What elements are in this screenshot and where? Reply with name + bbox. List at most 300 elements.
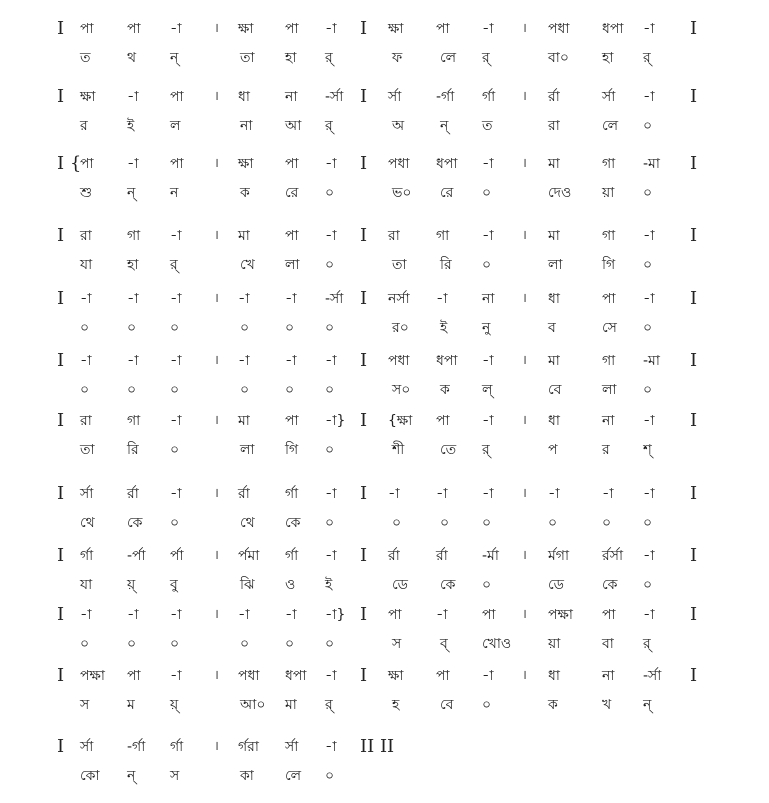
swara-note: -া <box>285 607 297 623</box>
swara-note: পা <box>436 413 450 429</box>
lyric-syllable: র্ <box>643 50 651 66</box>
lyric-syllable: ০ <box>170 636 180 652</box>
lyric-syllable: ০ <box>392 515 402 531</box>
swara-note: -া <box>643 21 655 37</box>
swara-note: -া <box>325 156 337 172</box>
beat-separator: । <box>522 413 527 428</box>
swara-note: পা <box>170 89 184 105</box>
swara-note: মা <box>548 156 560 172</box>
lyric-syllable: ও <box>285 577 296 593</box>
swara-line <box>0 288 769 310</box>
swara-note: -মা <box>643 156 660 172</box>
lyric-syllable: ০ <box>325 185 335 201</box>
lyric-syllable: য়্ <box>127 577 136 593</box>
bar-line: I <box>690 350 698 371</box>
swara-line <box>0 604 769 626</box>
lyric-syllable: কে <box>602 577 618 593</box>
lyric-line <box>0 765 769 787</box>
swara-note: -া <box>325 21 337 37</box>
lyric-syllable: ০ <box>602 515 612 531</box>
bar-line: II II <box>360 736 395 757</box>
lyric-syllable: ০ <box>643 257 653 273</box>
bar-line: I <box>690 18 698 39</box>
lyric-syllable: শু <box>80 185 93 201</box>
beat-separator: । <box>214 607 219 622</box>
lyric-syllable: য়্ <box>170 697 179 713</box>
bar-line: I <box>57 483 65 504</box>
lyric-syllable: ফ <box>392 50 403 66</box>
lyric-syllable: ০ <box>643 382 653 398</box>
lyric-syllable: তা <box>80 442 95 458</box>
lyric-syllable: থ <box>127 50 137 66</box>
lyric-syllable: বা <box>602 636 614 652</box>
lyric-syllable: স <box>392 636 402 652</box>
bar-line: I <box>57 288 65 309</box>
lyric-syllable: র্ <box>325 697 333 713</box>
lyric-line <box>0 379 769 401</box>
bar-line: I <box>360 225 368 246</box>
lyric-syllable: ল্ <box>482 382 493 398</box>
beat-separator: । <box>522 353 527 368</box>
swara-note: -র্গা <box>127 739 146 755</box>
swara-note: -া <box>127 89 139 105</box>
swara-note: -া <box>170 353 182 369</box>
lyric-syllable: কো <box>80 768 100 784</box>
swara-note: পা <box>127 668 141 684</box>
swara-note: -া <box>436 486 448 502</box>
lyric-syllable: সে <box>602 320 617 336</box>
swara-note: গা <box>127 413 141 429</box>
lyric-syllable: শী <box>392 442 405 458</box>
swara-note: -া <box>170 413 182 429</box>
lyric-syllable: য়া <box>602 185 615 201</box>
swara-note: -র্মা <box>482 548 499 564</box>
swara-note: মা <box>548 353 560 369</box>
swara-note: পা <box>285 228 299 244</box>
swara-note: র্গা <box>80 548 94 564</box>
swara-line <box>0 225 769 247</box>
lyric-syllable: ত <box>482 118 493 134</box>
lyric-syllable: স <box>80 697 90 713</box>
swara-note: র্রা <box>127 486 139 502</box>
lyric-syllable: ০ <box>643 185 653 201</box>
swara-note: পা <box>80 156 94 172</box>
beat-separator: । <box>214 739 219 754</box>
swara-note: -া <box>436 291 448 307</box>
swara-note: পা <box>285 21 299 37</box>
beat-separator: । <box>214 89 219 104</box>
swara-note: র্রর্সা <box>602 548 624 564</box>
swara-note: র্গা <box>482 89 496 105</box>
lyric-syllable: ক <box>240 185 250 201</box>
lyric-syllable: ই <box>440 320 448 336</box>
swara-note: -া <box>602 486 614 502</box>
lyric-syllable: ০ <box>643 320 653 336</box>
lyric-syllable: ম <box>127 697 135 713</box>
lyric-syllable: ন <box>170 185 179 201</box>
lyric-syllable: না <box>240 118 253 134</box>
swara-note: -া <box>325 548 337 564</box>
swara-note: -া <box>127 353 139 369</box>
lyric-syllable: কে <box>440 577 456 593</box>
lyric-syllable: ০ <box>285 320 295 336</box>
swara-note: র্সা <box>80 739 94 755</box>
swara-note: পক্ষা <box>548 607 573 623</box>
lyric-syllable: ০ <box>482 257 492 273</box>
lyric-syllable: ০ <box>80 636 90 652</box>
bar-line: I { <box>57 153 82 174</box>
swara-note: পধা <box>238 668 260 684</box>
beat-separator: । <box>214 413 219 428</box>
swara-note: -া} <box>325 607 346 623</box>
lyric-syllable: শ্ <box>643 442 652 458</box>
lyric-syllable: রি <box>127 442 139 458</box>
bar-line: I <box>57 225 65 246</box>
lyric-syllable: ০ <box>325 768 335 784</box>
lyric-syllable: থে <box>240 515 255 531</box>
bar-line: I <box>360 153 368 174</box>
lyric-syllable: দেও <box>548 185 572 201</box>
lyric-syllable: তা <box>240 50 255 66</box>
swara-note: র্পা <box>170 548 184 564</box>
lyric-syllable: ০ <box>440 515 450 531</box>
lyric-syllable: র <box>602 442 610 458</box>
swara-note: পা <box>388 607 402 623</box>
swara-note: গা <box>127 228 141 244</box>
lyric-syllable: ন্ <box>440 118 449 134</box>
swara-line <box>0 350 769 372</box>
swara-line <box>0 545 769 567</box>
swara-note: ক্ষা <box>80 89 96 105</box>
swara-note: র্সা <box>388 89 402 105</box>
swara-note: -া <box>643 89 655 105</box>
lyric-syllable: যা <box>80 257 93 273</box>
swara-note: -া <box>325 228 337 244</box>
lyric-syllable: আ০ <box>240 697 266 713</box>
bar-line: I <box>360 545 368 566</box>
lyric-syllable: ডে <box>392 577 408 593</box>
lyric-syllable: হা <box>285 50 297 66</box>
swara-note: -া <box>643 228 655 244</box>
lyric-syllable: ০ <box>325 382 335 398</box>
lyric-syllable: কে <box>285 515 301 531</box>
lyric-syllable: স০ <box>392 382 411 398</box>
swara-note: -া} <box>325 413 346 429</box>
swara-note: -া <box>80 353 92 369</box>
swara-note: ধা <box>548 413 560 429</box>
lyric-syllable: ০ <box>80 320 90 336</box>
beat-separator: । <box>214 353 219 368</box>
bar-line: I <box>57 86 65 107</box>
beat-separator: । <box>522 486 527 501</box>
swara-note: র্সা <box>602 89 616 105</box>
swara-note: র্সা <box>285 739 299 755</box>
lyric-syllable: ব্ <box>440 636 448 652</box>
lyric-syllable: র্ <box>482 442 490 458</box>
beat-separator: । <box>522 228 527 243</box>
swara-note: -া <box>325 353 337 369</box>
swara-note: রা <box>80 228 92 244</box>
lyric-syllable: য়া <box>548 636 561 652</box>
beat-separator: । <box>522 89 527 104</box>
lyric-syllable: ০ <box>127 320 137 336</box>
swara-note: রা <box>80 413 92 429</box>
swara-note: পা <box>602 291 616 307</box>
swara-note: পা <box>80 21 94 37</box>
swara-note: পা <box>170 156 184 172</box>
lyric-syllable: ক <box>548 697 558 713</box>
lyric-syllable: লে <box>285 768 302 784</box>
swara-note: -া <box>170 486 182 502</box>
lyric-syllable: হা <box>127 257 139 273</box>
lyric-syllable: ত <box>80 50 91 66</box>
swara-note: পধা <box>548 21 570 37</box>
lyric-syllable: ০ <box>240 636 250 652</box>
bar-line: I <box>690 153 698 174</box>
swara-note: -া <box>170 668 182 684</box>
bar-line: I <box>690 545 698 566</box>
lyric-syllable: ব <box>548 320 556 336</box>
lyric-syllable: ০ <box>325 442 335 458</box>
lyric-syllable: ০ <box>548 515 558 531</box>
lyric-syllable: তে <box>440 442 457 458</box>
swara-note: পা <box>602 607 616 623</box>
swara-note: র্রা <box>388 548 400 564</box>
swara-note: ক্ষা <box>388 668 404 684</box>
swara-note: না <box>285 89 298 105</box>
lyric-line <box>0 115 769 137</box>
swara-note: -া <box>436 607 448 623</box>
swara-note: -া <box>482 668 494 684</box>
swara-note: র্গা <box>170 739 184 755</box>
lyric-line <box>0 633 769 655</box>
swara-note: ক্ষা <box>238 21 254 37</box>
lyric-syllable: র্ <box>170 257 178 273</box>
lyric-syllable: র্ <box>325 50 333 66</box>
lyric-line <box>0 512 769 534</box>
swara-note: -া <box>170 21 182 37</box>
bar-line: I <box>360 288 368 309</box>
lyric-syllable: খোও <box>482 636 512 652</box>
lyric-syllable: যা <box>80 577 93 593</box>
bar-line: I <box>360 350 368 371</box>
swara-note: মা <box>548 228 560 244</box>
swara-note: গা <box>602 156 616 172</box>
swara-note: -র্সা <box>643 668 662 684</box>
lyric-syllable: ০ <box>325 320 335 336</box>
lyric-syllable: ০ <box>285 636 295 652</box>
lyric-syllable: বে <box>548 382 562 398</box>
bar-line: I <box>360 410 368 431</box>
swara-note: -া <box>127 291 139 307</box>
bar-line: I <box>360 86 368 107</box>
bar-line: I <box>57 604 65 625</box>
swara-note: -া <box>238 607 250 623</box>
swara-line <box>0 86 769 108</box>
lyric-syllable: মা <box>285 697 297 713</box>
lyric-syllable: ০ <box>170 515 180 531</box>
lyric-syllable: ০ <box>482 515 492 531</box>
swara-note: পা <box>436 21 450 37</box>
lyric-syllable: লা <box>548 257 563 273</box>
swara-note: গা <box>602 228 616 244</box>
lyric-syllable: ০ <box>170 442 180 458</box>
bar-line: I <box>57 545 65 566</box>
swara-note: র্সা <box>80 486 94 502</box>
swara-note: র্গা <box>285 548 299 564</box>
bar-line: I <box>690 410 698 431</box>
swara-note: ধা <box>548 668 560 684</box>
swara-note: পধা <box>388 353 410 369</box>
lyric-syllable: গি <box>285 442 299 458</box>
swara-note: পা <box>482 607 496 623</box>
lyric-syllable: লে <box>440 50 457 66</box>
swara-note: ক্ষা <box>238 156 254 172</box>
beat-separator: । <box>214 668 219 683</box>
beat-separator: । <box>214 156 219 171</box>
lyric-syllable: থে <box>80 515 95 531</box>
lyric-syllable: আ <box>285 118 302 134</box>
swara-note: পা <box>285 156 299 172</box>
swara-note: পা <box>127 21 141 37</box>
swara-note: -া <box>643 413 655 429</box>
lyric-syllable: ল <box>170 118 181 134</box>
lyric-syllable: লে <box>602 118 619 134</box>
swara-note: -া <box>482 21 494 37</box>
swara-note: না <box>602 413 615 429</box>
lyric-syllable: রে <box>440 185 454 201</box>
lyric-syllable: র্ <box>643 636 651 652</box>
beat-separator: । <box>522 548 527 563</box>
swara-note: নর্সা <box>388 291 410 307</box>
swara-note: মা <box>238 413 250 429</box>
lyric-syllable: রি <box>440 257 452 273</box>
lyric-syllable: হ <box>392 697 400 713</box>
swara-note: -া <box>482 353 494 369</box>
lyric-syllable: বু <box>170 577 178 593</box>
lyric-syllable: ০ <box>482 697 492 713</box>
lyric-syllable: ০ <box>325 257 335 273</box>
bar-line: I <box>57 350 65 371</box>
lyric-syllable: ঝি <box>240 577 255 593</box>
swara-note: র্রা <box>548 89 560 105</box>
lyric-syllable: ন্ <box>170 50 179 66</box>
swara-note: -া <box>170 607 182 623</box>
lyric-syllable: ০ <box>170 320 180 336</box>
beat-separator: । <box>214 228 219 243</box>
swara-note: -র্সা <box>325 291 344 307</box>
swara-note: -া <box>482 156 494 172</box>
lyric-syllable: ই <box>325 577 333 593</box>
swara-note: -া <box>170 291 182 307</box>
lyric-syllable: নু <box>482 320 491 336</box>
swara-note: -া <box>643 548 655 564</box>
swara-note: -া <box>325 486 337 502</box>
swara-note: রা <box>388 228 400 244</box>
swara-note: র্রা <box>436 548 448 564</box>
lyric-syllable: লা <box>240 442 255 458</box>
lyric-syllable: ০ <box>482 185 492 201</box>
swara-note: -া <box>127 607 139 623</box>
lyric-syllable: ন্ <box>127 768 136 784</box>
swara-note: গা <box>436 228 450 244</box>
lyric-syllable: ০ <box>127 636 137 652</box>
lyric-syllable: বা০ <box>548 50 569 66</box>
beat-separator: । <box>522 156 527 171</box>
swara-note: -া <box>325 668 337 684</box>
swara-line <box>0 665 769 687</box>
bar-line: I <box>57 665 65 686</box>
swara-note: ধপা <box>436 353 458 369</box>
lyric-syllable: লা <box>285 257 300 273</box>
bar-line: I <box>690 665 698 686</box>
lyric-syllable: ন্ <box>127 185 136 201</box>
lyric-syllable: রা <box>548 118 560 134</box>
swara-note: -মা <box>643 353 660 369</box>
swara-note: -র্পা <box>127 548 146 564</box>
swara-note: পধা <box>388 156 410 172</box>
lyric-syllable: র <box>80 118 88 134</box>
swara-note: -া <box>238 353 250 369</box>
lyric-syllable: গি <box>602 257 616 273</box>
bar-line: I <box>690 604 698 625</box>
bar-line: I <box>57 410 65 431</box>
beat-separator: । <box>522 607 527 622</box>
bar-line: I <box>360 604 368 625</box>
lyric-syllable: কে <box>127 515 143 531</box>
swara-note: -া <box>127 156 139 172</box>
beat-separator: । <box>214 486 219 501</box>
swara-note: র্রা <box>238 486 250 502</box>
swara-note: ধপা <box>602 21 624 37</box>
lyric-syllable: ০ <box>80 382 90 398</box>
lyric-syllable: ০ <box>240 320 250 336</box>
swara-note: -া <box>548 486 560 502</box>
lyric-syllable: ক <box>440 382 450 398</box>
bar-line: I <box>57 736 65 757</box>
lyric-syllable: র্ <box>482 50 490 66</box>
swara-note: গা <box>602 353 616 369</box>
lyric-syllable: ০ <box>482 577 492 593</box>
lyric-syllable: খ <box>602 697 612 713</box>
beat-separator: । <box>522 291 527 306</box>
lyric-syllable: ০ <box>643 118 653 134</box>
lyric-syllable: ০ <box>643 515 653 531</box>
lyric-line <box>0 574 769 596</box>
swara-note: -া <box>388 486 400 502</box>
lyric-syllable: ০ <box>127 382 137 398</box>
swara-line <box>0 153 769 175</box>
swara-note: -া <box>482 228 494 244</box>
beat-separator: । <box>214 548 219 563</box>
lyric-syllable: স <box>170 768 180 784</box>
swara-note: পক্ষা <box>80 668 105 684</box>
lyric-syllable: ডে <box>548 577 564 593</box>
lyric-syllable: প <box>548 442 558 458</box>
swara-note: র্পমা <box>238 548 260 564</box>
bar-line: I <box>690 483 698 504</box>
swara-note: -া <box>285 353 297 369</box>
bar-line: I <box>690 86 698 107</box>
lyric-syllable: ০ <box>325 515 335 531</box>
swara-note: মা <box>238 228 250 244</box>
swara-note: -র্সা <box>325 89 344 105</box>
swara-note: -া <box>80 291 92 307</box>
lyric-syllable: ০ <box>643 577 653 593</box>
swara-line <box>0 736 769 758</box>
lyric-syllable: খে <box>240 257 255 273</box>
bar-line: I <box>690 288 698 309</box>
